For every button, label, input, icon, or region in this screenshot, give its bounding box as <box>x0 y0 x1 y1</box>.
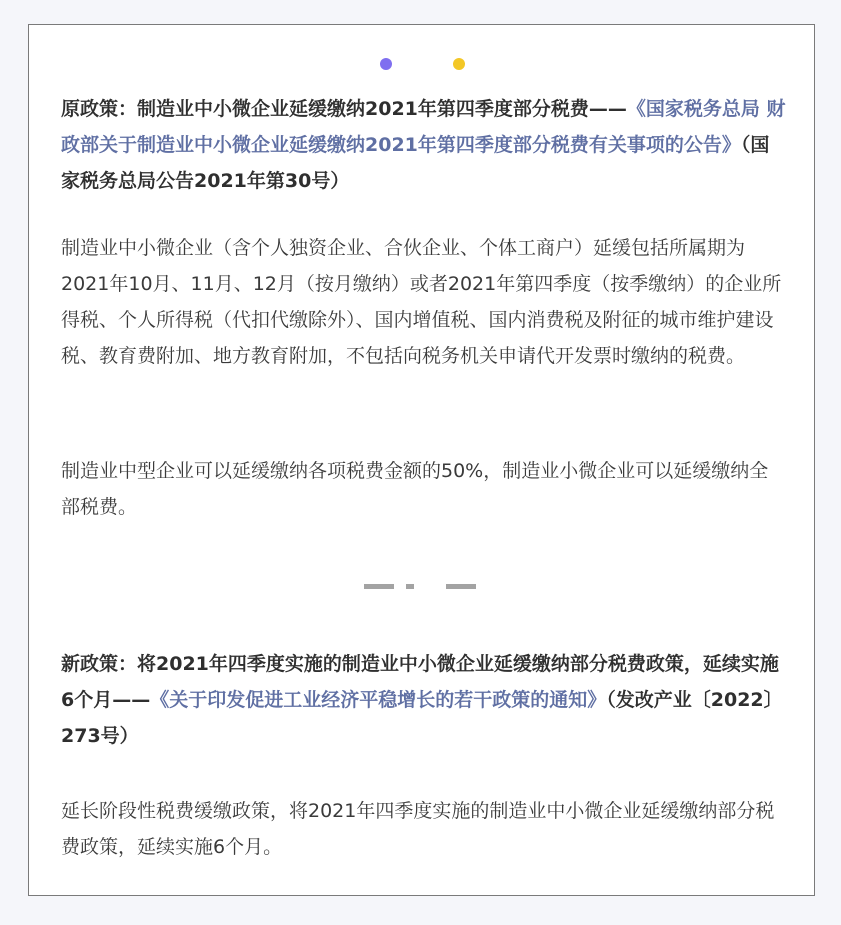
divider-bar-middle <box>406 584 414 589</box>
divider-bar-left <box>364 584 394 589</box>
divider-bar-right <box>446 584 476 589</box>
original-policy-paragraph-scope: 制造业中小微企业（含个人独资企业、合伙企业、个体工商户）延缓包括所属期为2021年10月、11月、12月（按月缴纳）或者2021年第四季度（按季缴纳）的企业所得税、个人所得税（代扣代缴除外）、国内增值税、国内消费税及附征的城市维护建设税、教育费附加、地方教育附加，不包括向税务机关申请代开发票时缴纳的税费。 <box>61 237 782 367</box>
new-policy-link[interactable]: 《关于印发促进工业经济平稳增长的若干政策的通知》 <box>150 689 607 711</box>
article-card <box>28 24 815 896</box>
original-policy-doc-number: （国家税务总局公告2021年第30号） <box>61 134 770 192</box>
original-policy-title: 原政策：制造业中小微企业延缓缴纳2021年第四季度部分税费—— <box>61 98 627 120</box>
yellow-dot-icon <box>453 58 465 70</box>
original-policy-link[interactable]: 《国家税务总局 财政部关于制造业中小微企业延缓缴纳2021年第四季度部分税费有关事项的公告》 <box>61 98 786 156</box>
original-policy-heading <box>61 91 787 199</box>
original-policy-paragraph-amount: 制造业中型企业可以延缓缴纳各项税费金额的50%，制造业小微企业可以延缓缴纳全部税费。 <box>61 460 769 518</box>
section-divider <box>29 584 814 590</box>
new-policy-paragraph: 延长阶段性税费缓缴政策，将2021年四季度实施的制造业中小微企业延缓缴纳部分税费政策，延续实施6个月。 <box>61 800 775 858</box>
purple-dot-icon <box>380 58 392 70</box>
new-policy-doc-number: （发改产业〔2022〕273号） <box>61 689 783 747</box>
new-policy-title: 新政策：将2021年四季度实施的制造业中小微企业延缓缴纳部分税费政策，延续实施6个月—— <box>61 653 779 711</box>
decorative-dots <box>29 58 814 70</box>
new-policy-heading <box>61 646 787 754</box>
